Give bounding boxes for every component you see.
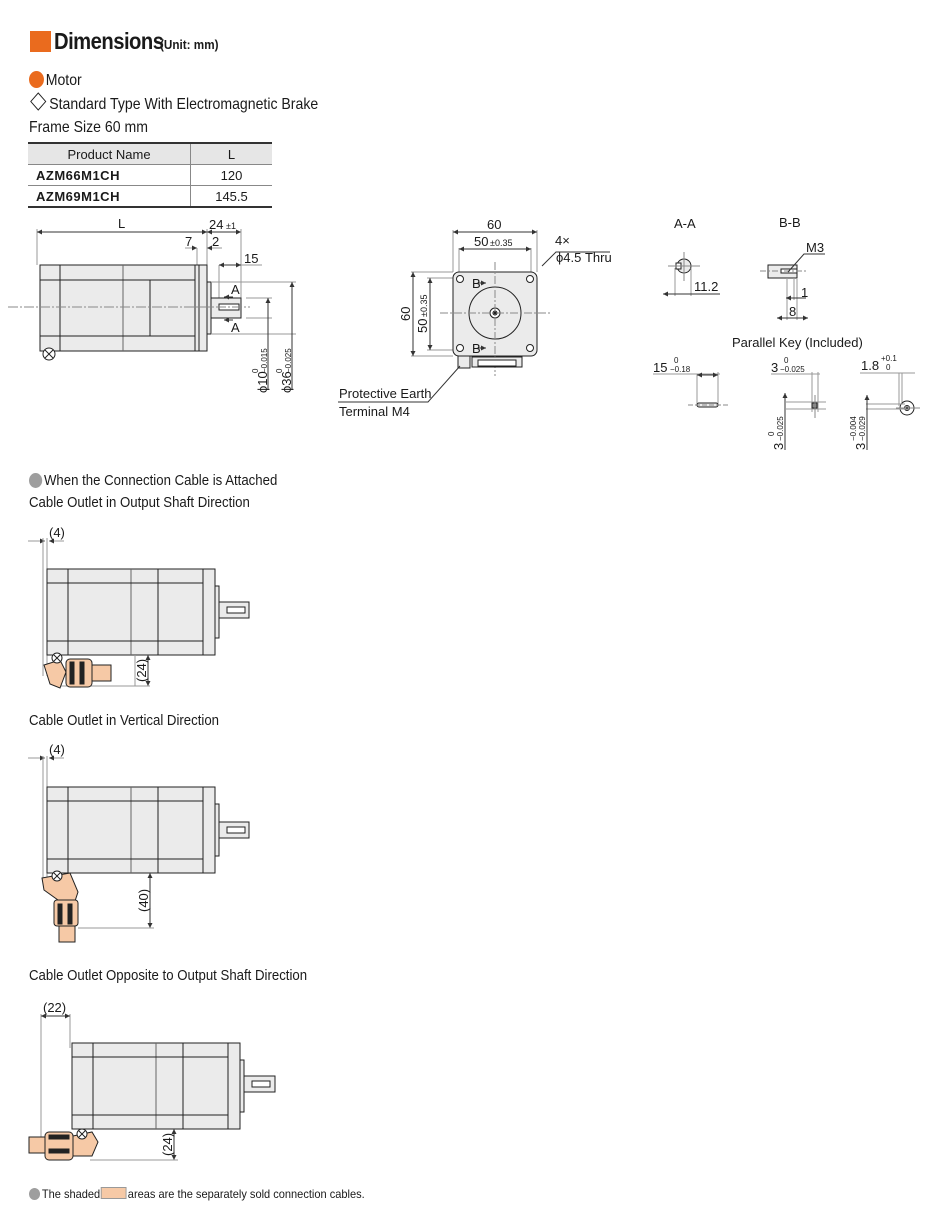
cable-heading (29, 472, 277, 489)
dim-15: 15 (244, 251, 259, 266)
keyway-height: 3 (853, 442, 868, 450)
keyway-height-tol-lower: −0.029 (858, 416, 867, 441)
key-length-tol-lower: −0.18 (670, 365, 691, 374)
dim-24-tol: ±1 (226, 221, 236, 231)
holes-count: 4× (555, 233, 570, 248)
cable-view-1-title: Cable Outlet in Output Shaft Direction (29, 494, 250, 511)
key-height-tol-upper: 0 (767, 431, 776, 436)
keyway-depth-tol-lower: 0 (886, 363, 891, 372)
pilot-tol-upper: 0 (275, 368, 284, 373)
parallel-key-drawing (653, 372, 920, 450)
shaded-swatch (101, 1187, 127, 1199)
keyway-depth-tol-upper: +0.1 (881, 354, 897, 363)
motor-heading-label: Motor (45, 72, 82, 89)
key-width-tol-upper: 0 (784, 356, 789, 365)
col-product-name: Product Name (28, 143, 191, 165)
dim-50-width: 50 (474, 234, 489, 249)
parallel-key-labels (653, 335, 897, 450)
l-value: 145.5 (191, 186, 273, 208)
cable-connector-shaded (44, 653, 111, 688)
dim-7: 7 (185, 234, 193, 249)
cable-view-3-title: Cable Outlet Opposite to Output Shaft Direction (29, 967, 308, 984)
section-bb-1: 1 (801, 285, 809, 300)
key-length: 15 (653, 360, 668, 375)
cable-heading-label: When the Connection Cable is Attached (43, 472, 278, 489)
parallel-key-title: Parallel Key (Included) (732, 335, 863, 350)
cable-view-3-dim-top: (22) (43, 1000, 67, 1015)
pilot-tol-lower: −0.025 (284, 348, 293, 373)
keyway-height-tol-upper: −0.004 (849, 416, 858, 441)
cable-view-2-title: Cable Outlet in Vertical Direction (29, 712, 220, 729)
dim-50-tol: ±0.35 (490, 238, 513, 248)
cable-view-1-dim-top: (4) (49, 525, 65, 540)
key-length-tol-upper: 0 (674, 356, 679, 365)
footnote-after: areas are the separately sold connection cables. (127, 1187, 365, 1201)
gray-circle-icon (29, 1188, 40, 1200)
shaft-diameter: ϕ10 (255, 371, 270, 393)
section-labels (674, 215, 824, 319)
page-title: Dimensions (54, 28, 164, 54)
dim-50-height: 50 (415, 318, 430, 333)
key-height: 3 (771, 442, 786, 450)
cable-view-2-dim-side: (40) (136, 888, 151, 912)
cable-view-1-dim-side: (24) (134, 658, 149, 682)
section-bb-m3: M3 (806, 240, 825, 255)
cable-view-vertical (28, 756, 249, 942)
product-name: AZM69M1CH (28, 186, 191, 208)
cable-view-3-dim-side: (24) (160, 1132, 175, 1156)
key-width: 3 (771, 360, 779, 375)
cable-connector-shaded (42, 871, 78, 942)
gray-circle-icon (29, 473, 42, 488)
unit-label: (Unit: mm) (160, 37, 219, 52)
dim-60-width: 60 (487, 217, 502, 232)
section-a-bottom: A (231, 320, 240, 335)
dim-24: 24 (209, 217, 224, 232)
dim-50-height-tol: ±0.35 (419, 294, 429, 317)
product-name: AZM66M1CH (28, 165, 191, 186)
shaft-tol-lower: −0.015 (260, 348, 269, 373)
section-a-top: A (231, 282, 240, 297)
cable-view-2-dim-top: (4) (49, 742, 65, 757)
shaft-tol-upper: 0 (251, 368, 260, 373)
col-l: L (191, 143, 273, 165)
section-aa-title: A-A (674, 216, 696, 231)
dim-l: L (118, 216, 126, 231)
key-width-tol-lower: −0.025 (780, 365, 805, 374)
section-bb-8: 8 (789, 304, 797, 319)
footnote (29, 1187, 365, 1201)
type-heading-label: Standard Type With Electromagnetic Brake (49, 96, 319, 113)
cable-connector-shaded (29, 1129, 98, 1160)
keyway-depth: 1.8 (861, 358, 880, 373)
cable-view-opposite (29, 1014, 275, 1160)
dim-60-height: 60 (398, 306, 413, 321)
l-value: 120 (191, 165, 273, 186)
dim-2: 2 (212, 234, 220, 249)
pe-terminal-label-1: Protective Earth (339, 386, 432, 401)
section-b-top: B (472, 276, 481, 291)
frame-size: Frame Size 60 mm (29, 119, 148, 136)
section-aa-dim: 11.2 (694, 279, 719, 294)
holes-spec: ϕ4.5 Thru (556, 250, 612, 265)
footnote-before: The shaded (41, 1187, 101, 1201)
key-height-tol-lower: −0.025 (776, 416, 785, 441)
section-b-bottom: B (472, 341, 481, 356)
pilot-diameter: ϕ36 (279, 371, 294, 393)
section-bb-title: B-B (779, 215, 801, 230)
pe-terminal-label-2: Terminal M4 (339, 404, 410, 419)
